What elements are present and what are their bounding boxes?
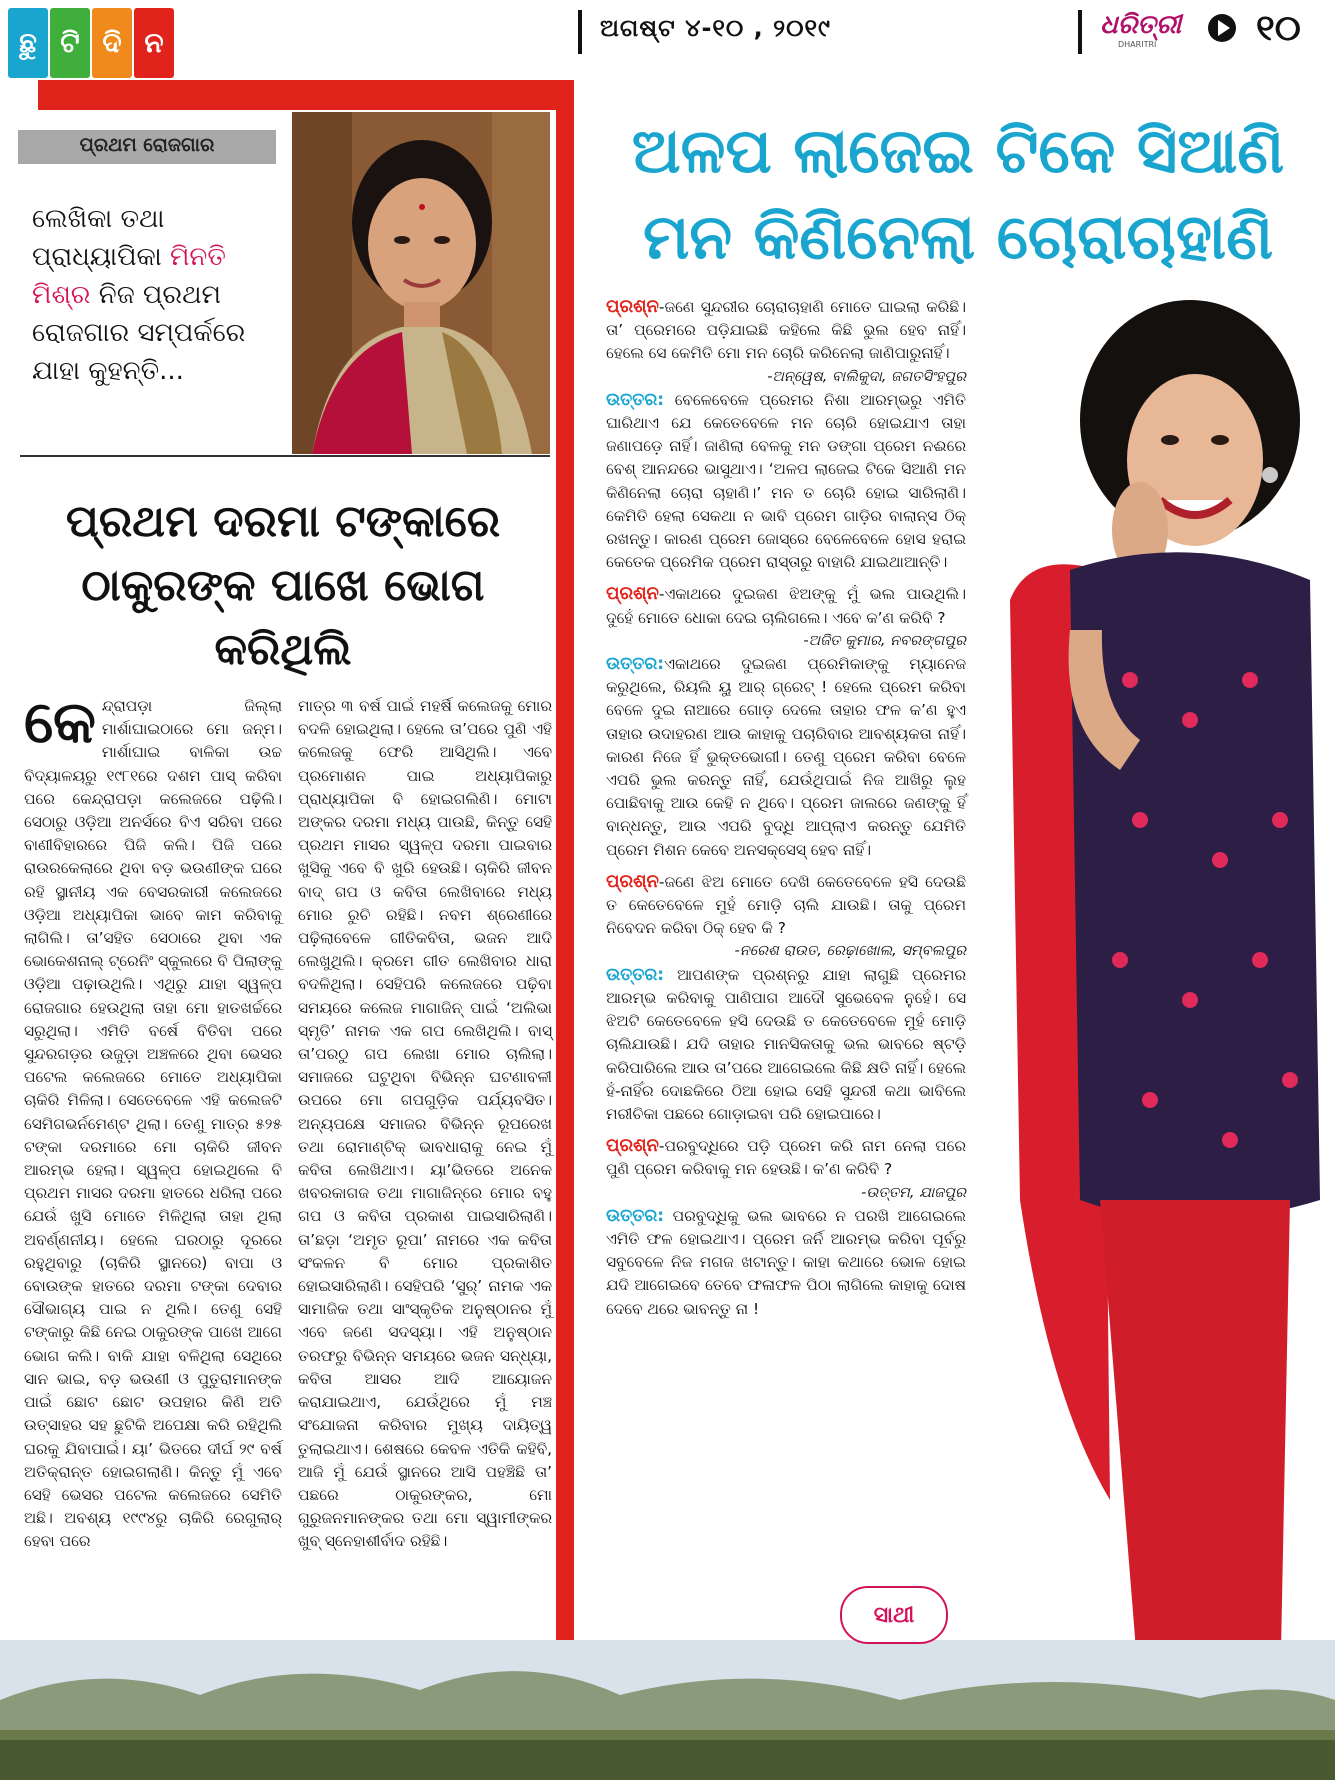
intro-text: ନିଜ ପ୍ରଥମ ରୋଜଗାର ସମ୍ପର୍କରେ ଯାହା କୁହନ୍ତି... — [32, 280, 246, 386]
model-photo — [990, 300, 1335, 1770]
answer-text: ପରବୁଦ୍ଧିକୁ ଭଲ ଭାବରେ ନ ପରଖି ଆଗେଇଲେ ଏମିତି ଫଳ ହୋଇଥାଏ। ପ୍ରେମ ଜର୍ନି ଆରମ୍ଭ କରିବା ପୂର୍ବରୁ ସବୁବେଳେ ନିଜ ମଗଜ ଖଟାନ୍ତୁ। କାହା କଥାରେ ଭୋଳ ହୋଇ ଯଦି ଆଗେଇବେ ତେବେ ଫଳାଫଳ ପିଠା ଲାଗିଲେ କାହାକୁ ଦୋଷ ଦେବେ ଥରେ ଭାବନ୍ତୁ ନା ! — [606, 1206, 966, 1318]
answer-text: ଏକାଥରେ ଦୁଇଜଣ ପ୍ରେମିକାଙ୍କୁ ମ୍ୟାନେଜ କରୁଥିଲେ, ରିୟଲି ୟୁ ଆର୍ ଗ୍ରେଟ୍ ! ହେଲେ ପ୍ରେମ କରିବା ବେଳେ ଦୁଇ ନାଆରେ ଗୋଡ଼ ଦେଲେ ତାହାର ଫଳ କ’ଣ ହୁଏ ତାହାର ଉଦାହରଣ ଆଉ କାହାକୁ ପଚାରିବାର ଆବଶ୍ୟକତା ନାହିଁ। କାରଣ ନିଜେ ହିଁ ଭୁକ୍ତଭୋଗୀ। ତେଣୁ ପ୍ରେମ କରିବା ବେଳେ ଏପରି ଭୁଲ କରନ୍ତୁ ନାହିଁ, ଯେଉଁଥିପାଇଁ ନିଜ ଆଖିରୁ ଲୁହ ପୋଛିବାକୁ ଆଉ କେହି ନ ଥିବେ। ପ୍ରେମ ଜାଲରେ ଜଣଙ୍କୁ ହିଁ ବାନ୍ଧନ୍ତୁ, ଆଉ ଏପରି ବୁଦ୍ଧି ଆପ୍ଲାଏ କରନ୍ତୁ ଯେମିତି ପ୍ରେମ ମିଶନ କେବେ ଅନସକ୍‌ସେସ୍ ହେବ ନାହିଁ। — [606, 655, 966, 859]
question-author: -ଉତ୍ତମ, ଯାଜପୁର — [861, 1184, 966, 1201]
article-frame-top — [38, 80, 574, 114]
dropcap: କେ — [24, 688, 96, 756]
issue-date: ଅଗଷ୍ଟ ୪-୧୦ , ୨୦୧୯ — [600, 14, 831, 42]
answer-label: ଉତ୍ତର: — [606, 654, 665, 675]
qa-item — [606, 870, 966, 1126]
question-label: ପ୍ରଶ୍ନ — [606, 296, 659, 317]
sathi-badge: ସାଥୀ — [840, 1586, 948, 1644]
answer-label: ଉତ୍ତର: — [606, 1205, 665, 1226]
question-author: -ନରେଶ ରାଉତ, ରେଢ଼ାଖୋଲ, ସମ୍ବଲପୁର — [734, 943, 966, 960]
question — [606, 582, 966, 629]
section-logo — [8, 8, 174, 78]
answer — [606, 1205, 966, 1321]
answer — [606, 389, 966, 575]
divider — [20, 455, 550, 457]
question-text: -ଜଣେ ସୁନ୍ଦରୀର ଚୋରାଚାହାଣି ମୋତେ ଘାଇଲା କରିଛି। ତା’ ପ୍ରେମରେ ପଡ଼ିଯାଇଛି କହିଲେ କିଛି ଭୁଲ ହେବ ନାହିଁ। ହେଲେ ସେ କେମିତି ମୋ ମନ ଚୋରି କରିନେଲା ଜାଣିପାରୁନାହିଁ। — [606, 298, 966, 363]
header-divider — [578, 10, 582, 54]
newspaper-brand-sub: DHARITRI — [1118, 40, 1157, 49]
answer-label: ଉତ୍ତର: — [606, 964, 665, 985]
question — [606, 870, 966, 941]
landscape-photo — [0, 1640, 1335, 1780]
question — [606, 295, 966, 366]
page-number: ୧୦ — [1256, 8, 1301, 49]
author-name: ମିନତି ମିଶ୍ର — [32, 242, 226, 310]
question-label: ପ୍ରଶ୍ନ — [606, 583, 659, 605]
question-author: -ଅନ୍ୱେଷ, ବାଲିକୁଦା, ଜଗତସିଂହପୁର — [767, 368, 966, 385]
question-text: -ଏକାଥରେ ଦୁଇଜଣ ଝିଅଙ୍କୁ ମୁଁ ଭଲ ପାଉଥିଲି। ଦୁହେଁ ମୋତେ ଧୋକା ଦେଇ ଚାଲିଗଲେ। ଏବେ କ’ଣ କରିବି ? — [606, 585, 966, 627]
logo-letter: ଟି — [50, 8, 90, 78]
article-column-1 — [24, 688, 282, 1554]
qa-item — [606, 582, 966, 861]
logo-letter: ଛୁ — [8, 8, 48, 78]
question-label: ପ୍ରଶ୍ନ — [606, 870, 659, 892]
logo-letter: ଦି — [92, 8, 132, 78]
article-column-2: ମାତ୍ର ୩ ବର୍ଷ ପାଇଁ ମହର୍ଷି କଲେଜକୁ ମୋର ବଦଳି ହୋଇଥିଲା। ହେଲେ ତା’ପରେ ପୁଣି ଏହି କଲେଜକୁ ଫେରି ଆସିଥିଲି। ଏବେ ପ୍ରମୋଶନ ପାଇ ଅଧ୍ୟାପିକାରୁ ପ୍ରାଧ୍ୟାପିକା ବି ହୋଇଗଲିଣି। ମୋଟା ଅଙ୍କର ଦରମା ମଧ୍ୟ ପାଉଛି, କିନ୍ତୁ ସେହି ପ୍ରଥମ ମାସର ସ୍ୱଳ୍ପ ଦରମା ପାଇବାର ଖୁସିକୁ ଏବେ ବି ଖୁରି ହେଉଛି। ଚାକିରି ଜୀବନ ବାଦ୍ ଗପ ଓ କବିତା ଲେଖିବାରେ ମଧ୍ୟ ମୋର ରୁଚି ରହିଛି। ନବମ ଶ୍ରେଣୀରେ ପଢ଼ିଲାବେଳେ ଗୀତିକବିତା, ଭଜନ ଆଦି ଲେଖୁଥିଲି। କ୍ରମେ ଗୀତ ଲେଖିବାର ଧାରା ବଦଳିଥିଲା। ସେହିପରି କଲେଜରେ ପଢ଼ିବା ସମୟରେ କଲେଜ ମାଗାଜିନ୍ ପାଇଁ ‘ଅଲିଭା ସ୍ମୃତି’ ନାମକ ଏକ ଗପ ଲେଖିଥିଲି। ବାସ୍ ତା’ପରଠୁ ଗପ ଲେଖା ମୋର ଚାଲିଲା। ସମାଜରେ ଘଟୁଥିବା ବିଭିନ୍ନ ଘଟଣାବଳୀ ଉପରେ ମୋ ଗପଗୁଡ଼ିକ ପର୍ଯ୍ୟବସିତ। ଅନ୍ୟପକ୍ଷେ ସମାଜର ବିଭିନ୍ନ ରୂପରେଖ ତଥା ରୋମାଣ୍ଟିକ୍ ଭାବଧାରାକୁ ନେଇ ମୁଁ କବିତା ଲେଖିଥାଏ। ୟା’ଭିତରେ ଅନେକ ଖବରକାଗଜ ତଥା ମାଗାଜିନ୍‌ରେ ମୋର ବହୁ ଗପ ଓ କବିତା ପ୍ରକାଶ ପାଇସାରିଲାଣି। ତା’ଛଡ଼ା ‘ଅମୃତ ରୂପା’ ନାମରେ ଏକ କବିତା ସଂକଳନ ବି ମୋର ପ୍ରକାଶିତ ହୋଇସାରିଲାଣି। ସେହିପରି ‘ସୁର୍’ ନାମକ ଏକ ସାମାଜିକ ତଥା ସାଂସ୍କୃତିକ ଅନୁଷ୍ଠାନର ମୁଁ ଏବେ ଜଣେ ସଦସ୍ୟା। ଏହି ଅନୁଷ୍ଠାନ ତରଫରୁ ବିଭିନ୍ନ ସମୟରେ ଭଜନ ସନ୍ଧ୍ୟା, କବିତା ଆସର ଆଦି ଆୟୋଜନ କରାଯାଇଥାଏ, ଯେଉଁଥିରେ ମୁଁ ମଞ୍ଚ ସଂଯୋଜନା କରିବାର ମୁଖ୍ୟ ଦାୟିତ୍ୱ ତୁଲାଇଥାଏ। ଶେଷରେ କେବଳ ଏତିକି କହିବି, ଆଜି ମୁଁ ଯେଉଁ ସ୍ଥାନରେ ଆସି ପହଞ୍ଚିଛି ତା’ ପଛରେ ଠାକୁରଙ୍କର, ମୋ ଗୁରୁଜନମାନଙ୍କର ତଥା ମୋ ସ୍ୱାମୀଙ୍କର ଖୁବ୍ ସ୍ନେହାଶୀର୍ବାଦ ରହିଛି। — [298, 697, 552, 1551]
answer-label: ଉତ୍ତର: — [606, 389, 665, 410]
question — [606, 1134, 966, 1181]
qa-item — [606, 295, 966, 574]
play-icon — [1208, 14, 1236, 42]
column-text: ନ୍ଦ୍ରାପଡ଼ା ଜିଲ୍ଲା ମାର୍ଶାଘାଇଠାରେ ମୋ ଜନ୍ମ। ମାର୍ଶାଘାଇ ବାଳିକା ଉଚ୍ଚ ବିଦ୍ୟାଳୟରୁ ୧୯୮୧ରେ ଦଶମ ପାସ୍ କରିବା ପରେ କେନ୍ଦ୍ରାପଡ଼ା କଲେଜରେ ପଢ଼ିଲି। ସେଠାରୁ ଓଡ଼ିଆ ଅନର୍ସରେ ବିଏ ସରିବା ପରେ ବାଣୀବିହାରରେ ପିଜି କଲି। ପିଜି ପରେ ରାଉରକେଲାରେ ଥିବା ବଡ଼ ଭଉଣୀଙ୍କ ଘରେ ରହି ସ୍ଥାନୀୟ ଏକ ବେସରକାରୀ କଲେଜରେ ଓଡ଼ିଆ ଅଧ୍ୟାପିକା ଭାବେ କାମ କରିବାକୁ ଲାଗିଲି। ତା’ସହିତ ସେଠାରେ ଥିବା ଏକ ଭୋକେଶନାଲ୍ ଟ୍ରେନିଂ ସ୍କୁଲରେ ବି ପିଲାଙ୍କୁ ଓଡ଼ିଆ ପଢ଼ାଉଥିଲି। ଏଥିରୁ ଯାହା ସ୍ୱଳ୍ପ ରୋଜଗାର ହେଉଥିଲା ତାହା ମୋ ହାତଖର୍ଚ୍ଚରେ ସରୁଥିଲା। ଏମିତି ବର୍ଷେ ବିତିବା ପରେ ସୁନ୍ଦରଗଡ଼ର ଉଜୁଡ଼ା ଅଞ୍ଚଳରେ ଥିବା ଭେସର ପଟେଲ କଲେଜରେ ମୋତେ ଅଧ୍ୟାପିକା ଚାକିରି ମିଳିଲା। ସେତେବେଳେ ଏହି କଲେଜଟି ସେମିଗଭର୍ନମେଣ୍ଟ ଥିଲା। ତେଣୁ ମାତ୍ର ୫୨୫ ଟଙ୍କା ଦରମାରେ ମୋ ଚାକିରି ଜୀବନ ଆରମ୍ଭ ହେଲା। ସ୍ୱଳ୍ପ ହୋଇଥିଲେ ବି ପ୍ରଥମ ମାସର ଦରମା ହାତରେ ଧରିଲା ପରେ ଯେଉଁ ଖୁସି ମୋତେ ମିଳିଥିଲା ତାହା ଥିଲା ଅବର୍ଣ୍ଣନୀୟ। ହେଲେ ଘରଠାରୁ ଦୂରରେ ରହୁଥିବାରୁ (ଚାକିରି ସ୍ଥାନରେ) ବାପା ଓ ବୋଉଙ୍କ ହାତରେ ଦରମା ଟଙ୍କା ଦେବାର ସୌଭାଗ୍ୟ ପାଇ ନ ଥିଲି। ତେଣୁ ସେହି ଟଙ୍କାରୁ କିଛି ନେଇ ଠାକୁରଙ୍କ ପାଖେ ଆଗେ ଭୋଗ କଲି। ବାକି ଯାହା ବଳିଥିଲା ସେଥିରେ ସାନ ଭାଇ, ବଡ଼ ଭଉଣୀ ଓ ପୁତୁରାମାନଙ୍କ ପାଇଁ ଛୋଟ ଛୋଟ ଉପହାର କିଣି ଅତି ଉତ୍ସାହର ସହ ଛୁଟିକି ଅପେକ୍ଷା କରି ରହିଥିଲି ଘରକୁ ଯିବାପାଇଁ। ୟା’ ଭିତରେ ଦୀର୍ଘ ୨୯ ବର୍ଷ ଅତିକ୍ରାନ୍ତ ହୋଇଗଲାଣି। କିନ୍ତୁ ମୁଁ ଏବେ ସେହି ଭେସର ପଟେଲ କଲେଜରେ ସେମିତି ଅଛି। ଅବଶ୍ୟ ୧୯୯୪ରୁ ଚାକିରି ରେଗୁଲାର୍ ହେବା ପରେ — [24, 697, 282, 1551]
question-author: -ଅଜିତ କୁମାର, ନବରଙ୍ଗପୁର — [803, 632, 966, 649]
section-tag: ପ୍ରଥମ ରୋଜଗାର — [79, 134, 215, 156]
answer — [606, 964, 966, 1126]
intro-text: ଲେଖିକା ତଥା ପ୍ରାଧ୍ୟାପିକା — [32, 204, 170, 272]
article-intro — [32, 200, 272, 390]
qa-section — [606, 295, 966, 1329]
author-photo — [292, 112, 550, 454]
question-text: -ଜଣେ ଝିଅ ମୋତେ ଦେଖି କେତେବେଳେ ହସି ଦେଉଛି ତ କେତେବେଳେ ମୁହଁ ମୋଡ଼ି ଚାଲି ଯାଉଛି। ତାକୁ ପ୍ରେମ ନିବେଦନ କରିବା ଠିକ୍ ହେବ କି ? — [606, 872, 966, 938]
header-divider — [1078, 10, 1082, 54]
answer-text: ଆପଣଙ୍କ ପ୍ରଶ୍ନରୁ ଯାହା ଲାଗୁଛି ପ୍ରେମର ଆରମ୍ଭ କରିବାକୁ ପାଣିପାଗ ଆଦୌ ସୁଭେବେଳ ନୁହେଁ। ସେ ଝିଅଟି କେତେବେଳେ ହସି ଦେଉଛି ତ କେତେବେଳେ ମୁହଁ ମୋଡ଼ି ଚାଲିଯାଉଛି। ଯଦି ତାହାର ମାନସିକତାକୁ ଭଲ ଭାବରେ ଷ୍ଟଡ଼ି କରିପାରିଲେ ଆଉ ତା’ପରେ ଆଗେଇଲେ କିଛି କ୍ଷତି ନାହିଁ। ହେଲେ ହଁ-ନାହିଁର ଦୋଛକିରେ ଠିଆ ହୋଇ ସେହି ସୁନ୍ଦରୀ କଥା ଭାବିଲେ ମରୀଚିକା ପଛରେ ଗୋଡ଼ାଇବା ପରି ହୋଇପାରେ। — [606, 965, 966, 1123]
logo-letter: ନ — [134, 8, 174, 78]
question-text: -ପରବୁଦ୍ଧିରେ ପଡ଼ି ପ୍ରେମ କରି ନାମ ନେଲା ପରେ ପୁଣି ପ୍ରେମ କରିବାକୁ ମନ ହେଉଛି। କ’ଣ କରିବି ? — [606, 1137, 966, 1179]
newspaper-brand: ଧରିତ୍ରୀ — [1100, 10, 1182, 40]
left-headline: ପ୍ରଥମ ଦରମା ଟଙ୍କାରେ ଠାକୁରଙ୍କ ପାଖେ ଭୋଗ କରିଥିଲି — [65, 496, 501, 675]
qa-item — [606, 1134, 966, 1321]
answer-text: ବେଳେବେଳେ ପ୍ରେମର ନିଶା ଆରମ୍ଭରୁ ଏମିତି ଘାରିଥାଏ ଯେ କେତେବେଳେ ମନ ଚୋରି ହୋଇଯାଏ ତାହା ଜଣାପଡ଼େ ନାହିଁ। ଜାଣିଲା ବେଳକୁ ମନ ଡଙ୍ଗା ପ୍ରେମ ନଈରେ ବେଶ୍ ଆନନ୍ଦରେ ଭାସୁଥାଏ। ‘ଅଳପ ଲାଜେଇ ଟିକେ ସିଆଣି ମନ କିଣିନେଲା ଚୋରା ଚାହାଣି।’ ମନ ତ ଚୋରି ହୋଇ ସାରିଲାଣି। କେମିତି ହେଲା ସେକଥା ନ ଭାବି ପ୍ରେମ ଗାଡ଼ିର ବାଲାନ୍ସ ଠିକ୍ ରଖନ୍ତୁ। କାରଣ ପ୍ରେମ ଜୋସ୍‌ରେ ବେଳେବେଳେ ହୋସ ହରାଇ କେତେକ ପ୍ରେମିକ ପ୍ରେମ ରାସ୍ତାରୁ ବାହାରି ଯାଇଥାଆନ୍ତି। — [606, 390, 966, 572]
right-headline: ଅଳପ ଲାଜେଇ ଟିକେ ସିଆଣି ମନ କିଣିନେଲା ଚୋରାଚାହାଣି — [631, 114, 1285, 273]
question-label: ପ୍ରଶ୍ନ — [606, 1135, 659, 1157]
answer — [606, 653, 966, 862]
article-frame-side — [556, 80, 574, 1710]
